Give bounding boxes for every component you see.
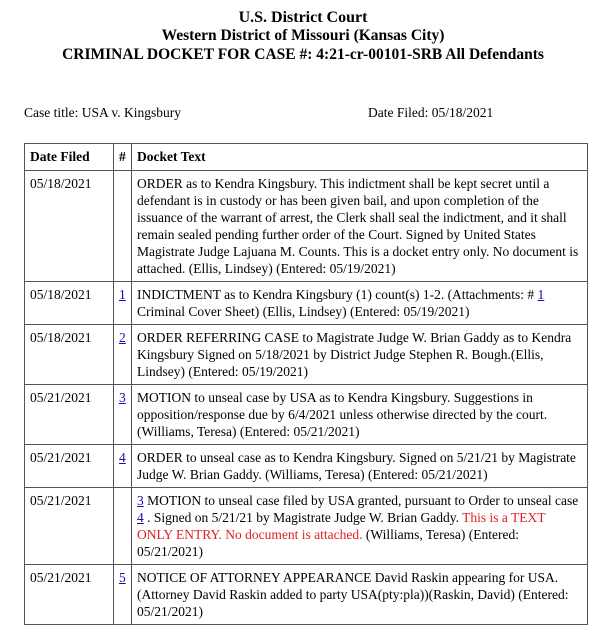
row-docket-text <box>132 488 588 565</box>
district-name: Western District of Missouri (Kansas City) <box>161 27 445 44</box>
row-docket-text: NOTICE OF ATTORNEY APPEARANCE David Raskin appearing for USA. (Attorney David Raskin added to party USA(pty:pla))(Raskin, David) (Entered: 05/21/2021) <box>132 565 588 625</box>
row-date: 05/18/2021 <box>25 171 114 282</box>
court-name: U.S. District Court <box>238 9 368 26</box>
motion-link[interactable]: 3 <box>137 493 144 508</box>
table-row <box>25 282 588 325</box>
docket-text-part: Criminal Cover Sheet) (Ellis, Lindsey) (Entered: 05/19/2021) <box>137 304 470 319</box>
docket-text-part: INDICTMENT as to Kendra Kingsbury (1) count(s) 1-2. (Attachments: # <box>137 287 538 302</box>
table-row <box>25 565 588 625</box>
row-date: 05/21/2021 <box>25 385 114 445</box>
table-row <box>25 325 588 385</box>
row-number <box>114 282 132 325</box>
document-link[interactable]: 5 <box>119 570 126 585</box>
document-link[interactable]: 3 <box>119 390 126 405</box>
row-number <box>114 565 132 625</box>
table-row <box>25 445 588 488</box>
row-number <box>114 171 132 282</box>
row-date: 05/18/2021 <box>25 282 114 325</box>
row-date: 05/21/2021 <box>25 565 114 625</box>
docket-title: CRIMINAL DOCKET FOR CASE #: 4:21-cr-00101-SRB All Defendants <box>62 46 544 63</box>
case-title: Case title: USA v. Kingsbury <box>24 105 181 120</box>
table-row <box>25 488 588 565</box>
table-header-row <box>25 144 588 171</box>
row-number <box>114 325 132 385</box>
document-link[interactable]: 2 <box>119 330 126 345</box>
row-docket-text: MOTION to unseal case by USA as to Kendra Kingsbury. Suggestions in opposition/response due by 6/4/2021 unless otherwise directed by the court. (Williams, Teresa) (Entered: 05/21/2021) <box>132 385 588 445</box>
document-link[interactable]: 4 <box>119 450 126 465</box>
case-date-filed: Date Filed: 05/18/2021 <box>368 105 494 120</box>
docket-header <box>0 0 606 65</box>
docket-text-part: MOTION to unseal case filed by USA granted, pursuant to Order to unseal case <box>143 493 579 508</box>
table-row <box>25 385 588 445</box>
case-meta <box>0 105 606 125</box>
order-link[interactable]: 4 <box>137 510 144 525</box>
docket-text-part: (Williams, Teresa) (Entered: 05/21/2021) <box>137 527 519 559</box>
header-date-filed: Date Filed <box>25 144 114 171</box>
row-docket-text: ORDER as to Kendra Kingsbury. This indictment shall be kept secret until a defendant is in custody or has been given bail, and upon completion of the issuance of the warrant of arrest, the Clerk shall seal the indictment, and it shall remain sealed pending further order of the Court. Signed by United States Magistrate Judge Lajuana M. Counts. This is a docket entry only. No document is attached. (Ellis, Lindsey) (Entered: 05/19/2021) <box>132 171 588 282</box>
document-link[interactable]: 1 <box>119 287 126 302</box>
row-date: 05/18/2021 <box>25 325 114 385</box>
table-row <box>25 171 588 282</box>
row-number <box>114 488 132 565</box>
row-docket-text <box>132 282 588 325</box>
docket-table <box>24 143 588 625</box>
row-date: 05/21/2021 <box>25 445 114 488</box>
row-date: 05/21/2021 <box>25 488 114 565</box>
row-docket-text: ORDER to unseal case as to Kendra Kingsbury. Signed on 5/21/21 by Magistrate Judge W. Brian Gaddy. (Williams, Teresa) (Entered: 05/21/2021) <box>132 445 588 488</box>
attachment-link[interactable]: 1 <box>537 287 545 302</box>
row-number <box>114 445 132 488</box>
header-docket-text: Docket Text <box>132 144 588 171</box>
text-only-notice: This is a TEXT ONLY ENTRY. No document is attached. <box>137 510 546 542</box>
row-number <box>114 385 132 445</box>
row-docket-text: ORDER REFERRING CASE to Magistrate Judge W. Brian Gaddy as to Kendra Kingsbury Signed on 5/18/2021 by District Judge Stephen R. Bough.(Ellis, Lindsey) (Entered: 05/19/2021) <box>132 325 588 385</box>
docket-text-part: . Signed on 5/21/21 by Magistrate Judge W. Brian Gaddy. <box>143 510 463 525</box>
header-number: # <box>114 144 132 171</box>
